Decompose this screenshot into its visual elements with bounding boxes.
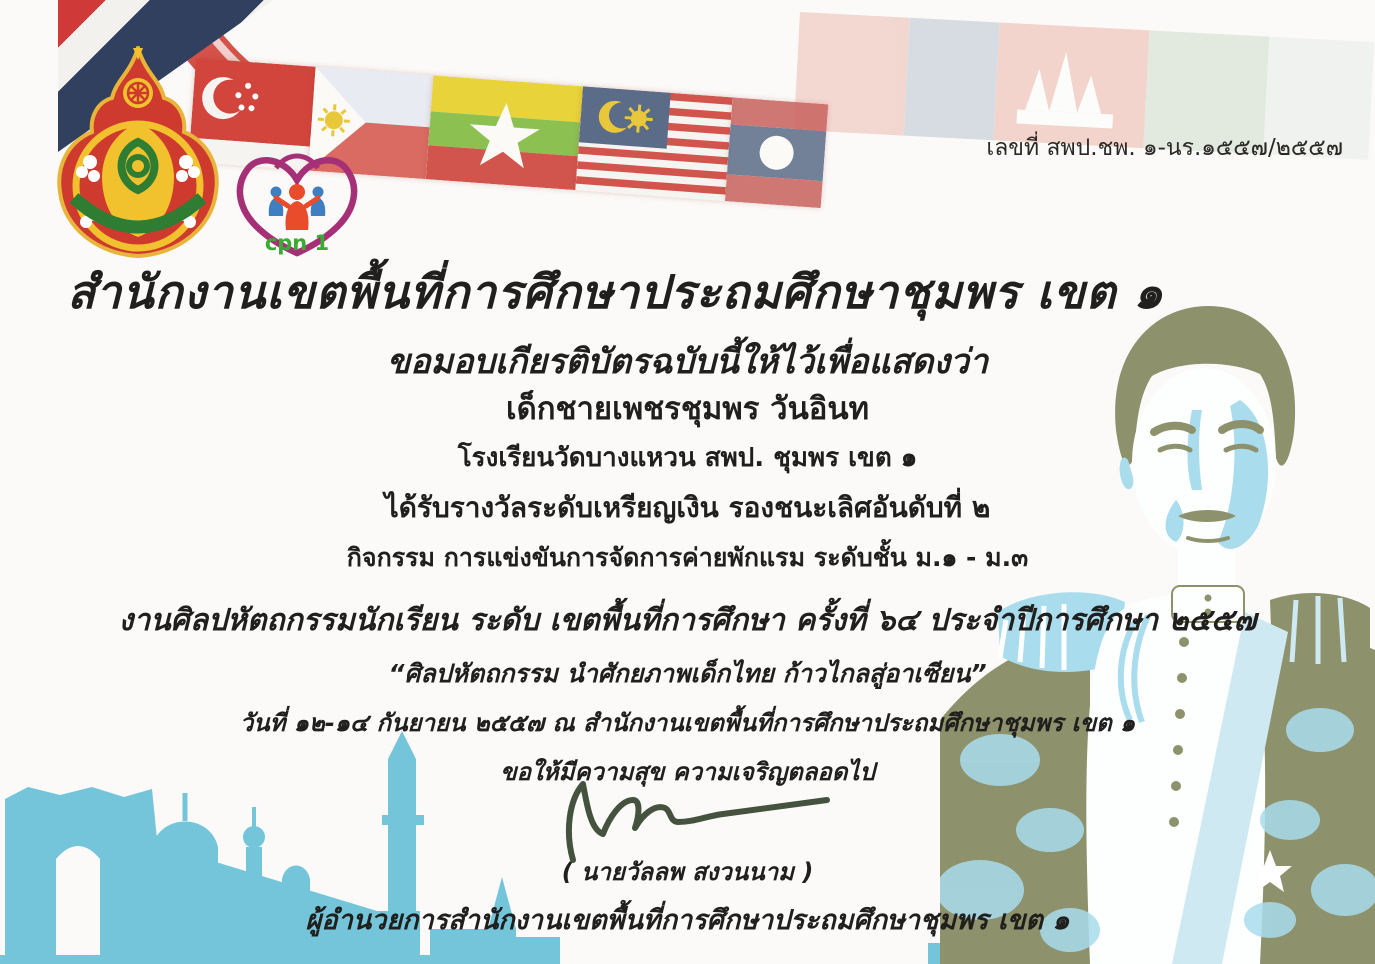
date-venue-line: วันที่ ๑๒-๑๔ กันยายน ๒๕๕๗ ณ สำนักงานเขตพื้นที่การศึกษาประถมศึกษาชุมพร เขต ๑	[239, 709, 1136, 737]
director-signature	[545, 772, 865, 867]
malaysia-flag-icon	[575, 86, 732, 201]
certificate-number: เลขที่ สพป.ชพ. ๑-นร.๑๕๕๗/๒๕๕๗	[986, 135, 1343, 161]
faded-flag-block	[904, 18, 1000, 141]
slogan-line: “ศิลปหัตถกรรม นำศักยภาพเด็กไทย ก้าวไกลสู่อาเซียน”	[388, 659, 987, 688]
laos-flag-icon	[725, 97, 828, 208]
signer-title: ผู้อำนวยการสำนักงานเขตพื้นที่การศึกษาประถมศึกษาชุมพร เขต ๑	[305, 905, 1070, 936]
school-line: โรงเรียนวัดบางแหวน สพป. ชุมพร เขต ๑	[457, 443, 918, 473]
cpn1-label: cpn 1	[264, 231, 330, 255]
org-title: สำนักงานเขตพื้นที่การศึกษาประถมศึกษาชุมพร เขต ๑	[67, 265, 1164, 319]
blessing-line: ขอให้มีความสุข ความเจริญตลอดไป	[500, 758, 875, 786]
presentation-line: ขอมอบเกียรติบัตรฉบับนี้ให้ไว้เพื่อแสดงว่า	[386, 342, 989, 382]
award-line: ได้รับรางวัลระดับเหรียญเงิน รองชนะเลิศอันดับที่ ๒	[384, 491, 991, 524]
obec-emblem-icon	[38, 46, 238, 261]
myanmar-flag-icon	[426, 75, 583, 190]
cpn1-heart-icon	[232, 148, 362, 263]
signer-name: ( นายวัลลพ สงวนนาม )	[561, 858, 814, 886]
recipient-name: เด็กชายเพชรชุมพร วันอินท	[505, 391, 870, 427]
event-line: งานศิลปหัตถกรรมนักเรียน ระดับ เขตพื้นที่การศึกษา ครั้งที่ ๖๔ ประจำปีการศึกษา ๒๕๕๗	[118, 603, 1257, 638]
activity-line: กิจกรรม การแข่งขันการจัดการค่ายพักแรม ระดับชั้น ม.๑ - ม.๓	[346, 543, 1029, 572]
